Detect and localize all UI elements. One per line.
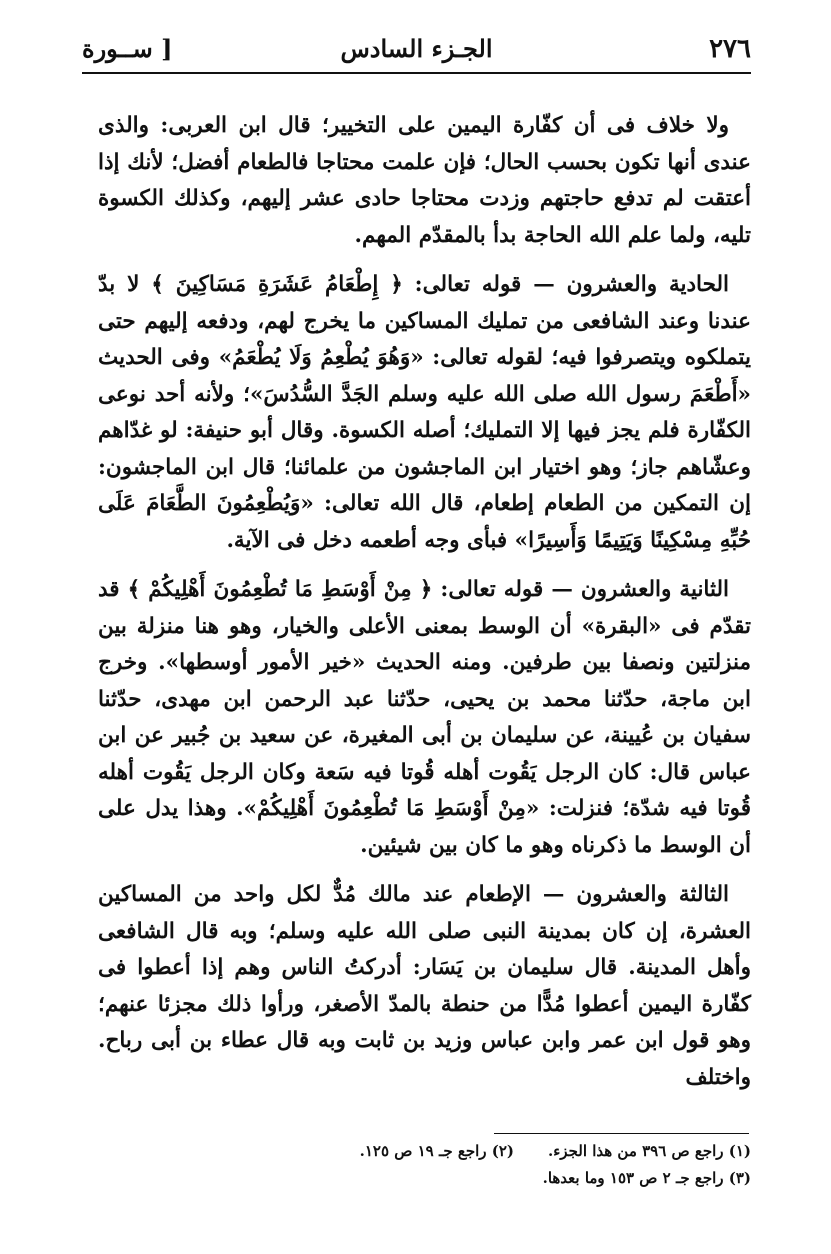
footnote-row bbox=[250, 1138, 751, 1165]
paragraph-1: ولا خلاف فى أن كفّارة اليمين على التخيير؛ قال ابن العربى: والذى عندى أنها تكون بحسب الحال؛ فإن علمت محتاجا فالطعام أفضل؛ لأنك إذا أعتقت لم تدفع حاجتهم وزدت محتاجا حادى عشر إليهم، وكذلك الكسوة تليه، ولما علم الله الحاجة بدأ بالمقدّم المهم. bbox=[98, 113, 751, 248]
footnote-1: (١) راجع ص ٣٩٦ من هذا الجزء. bbox=[548, 1142, 751, 1160]
running-title: الجـزء السادس bbox=[340, 34, 493, 63]
footnote-3: (٣) راجع جـ ٢ ص ١٥٣ وما بعدها. bbox=[542, 1169, 751, 1187]
main-text bbox=[98, 108, 751, 1109]
paragraph-3: الثانية والعشرون — قوله تعالى: ﴿ مِنْ أَوْسَطِ مَا تُطْعِمُونَ أَهْلِيكُمْ ﴾ قد تقدّم فى «البقرة» أن الوسط بمعنى الأعلى والخيار، وهو هنا منزلة بين منزلتين ونصفا بين طرفين. ومنه الحديث «خير الأمور أوسطها». وخرج ابن ماجة، حدّثنا محمد بن يحيى، حدّثنا عبد الرحمن ابن مهدى، حدّثنا سفيان بن عُيينة، عن سليمان بن أبى المغيرة، عن سعيد بن جُبير عن ابن عباس قال: كان الرجل يَقُوت أهله قُوتا فيه سَعة وكان الرجل يَقُوت أهله قُوتا فيه شدّة؛ فنزلت: «مِنْ أَوْسَطِ مَا تُطْعِمُونَ أَهْلِيكُمْ». وهذا يدل على أن الوسط ما ذكرناه وهو ما كان بين شيئين. bbox=[98, 577, 751, 858]
footnote-divider bbox=[494, 1133, 749, 1134]
paragraph-4: الثالثة والعشرون — الإطعام عند مالك مُدٌّ لكل واحد من المساكين العشرة، إن كان بمدينة النبى صلى الله عليه وسلم؛ وبه قال الشافعى وأهل المدينة. قال سليمان بن يَسَار: أدركتُ الناس وهم إذا أعطوا فى كفّارة اليمين أعطوا مُدًّا من حنطة بالمدّ الأصغر، ورأوا ذلك مجزئا عنهم؛ وهو قول ابن عمر وابن عباس وزيد بن ثابت وبه قال عطاء بن أبى رباح. واختلف bbox=[98, 882, 751, 1090]
footnotes bbox=[250, 1138, 751, 1192]
footnote-row bbox=[250, 1165, 751, 1192]
paragraph-2: الحادية والعشرون — قوله تعالى: ﴿ إِطْعَامُ عَشَرَةِ مَسَاكِينَ ﴾ لا بدّ عندنا وعند الشافعى من تمليك المساكين ما يخرج لهم، ودفعه إليهم حتى يتملكوه ويتصرفوا فيه؛ لقوله تعالى: «وَهُوَ يُطْعِمُ وَلَا يُطْعَمُ» وفى الحديث «أَطْعَمَ رسول الله صلى الله عليه وسلم الجَدَّ السُّدُسَ»؛ ولأنه أحد نوعى الكفّارة فلم يجز فيها إلا التمليك؛ أصله الكسوة. وقال أبو حنيفة: لو غدّاهم وعشّاهم جاز؛ وهو اختيار ابن الماجشون من علمائنا؛ قال ابن الماجشون: إن التمكين من الطعام إطعام، قال الله تعالى: «وَيُطْعِمُونَ الطَّعَامَ عَلَى حُبِّهِ مِسْكِينًا وَيَتِيمًا وَأَسِيرًا» فبأى وجه أطعمه دخل فى الآية. bbox=[98, 272, 751, 553]
surah-label: [ ســورة bbox=[82, 34, 173, 63]
footnote-2: (٢) راجع جـ ١٩ ص ١٢٥. bbox=[359, 1142, 515, 1160]
page-header bbox=[82, 28, 751, 74]
page-number: ٢٧٦ bbox=[709, 34, 751, 64]
